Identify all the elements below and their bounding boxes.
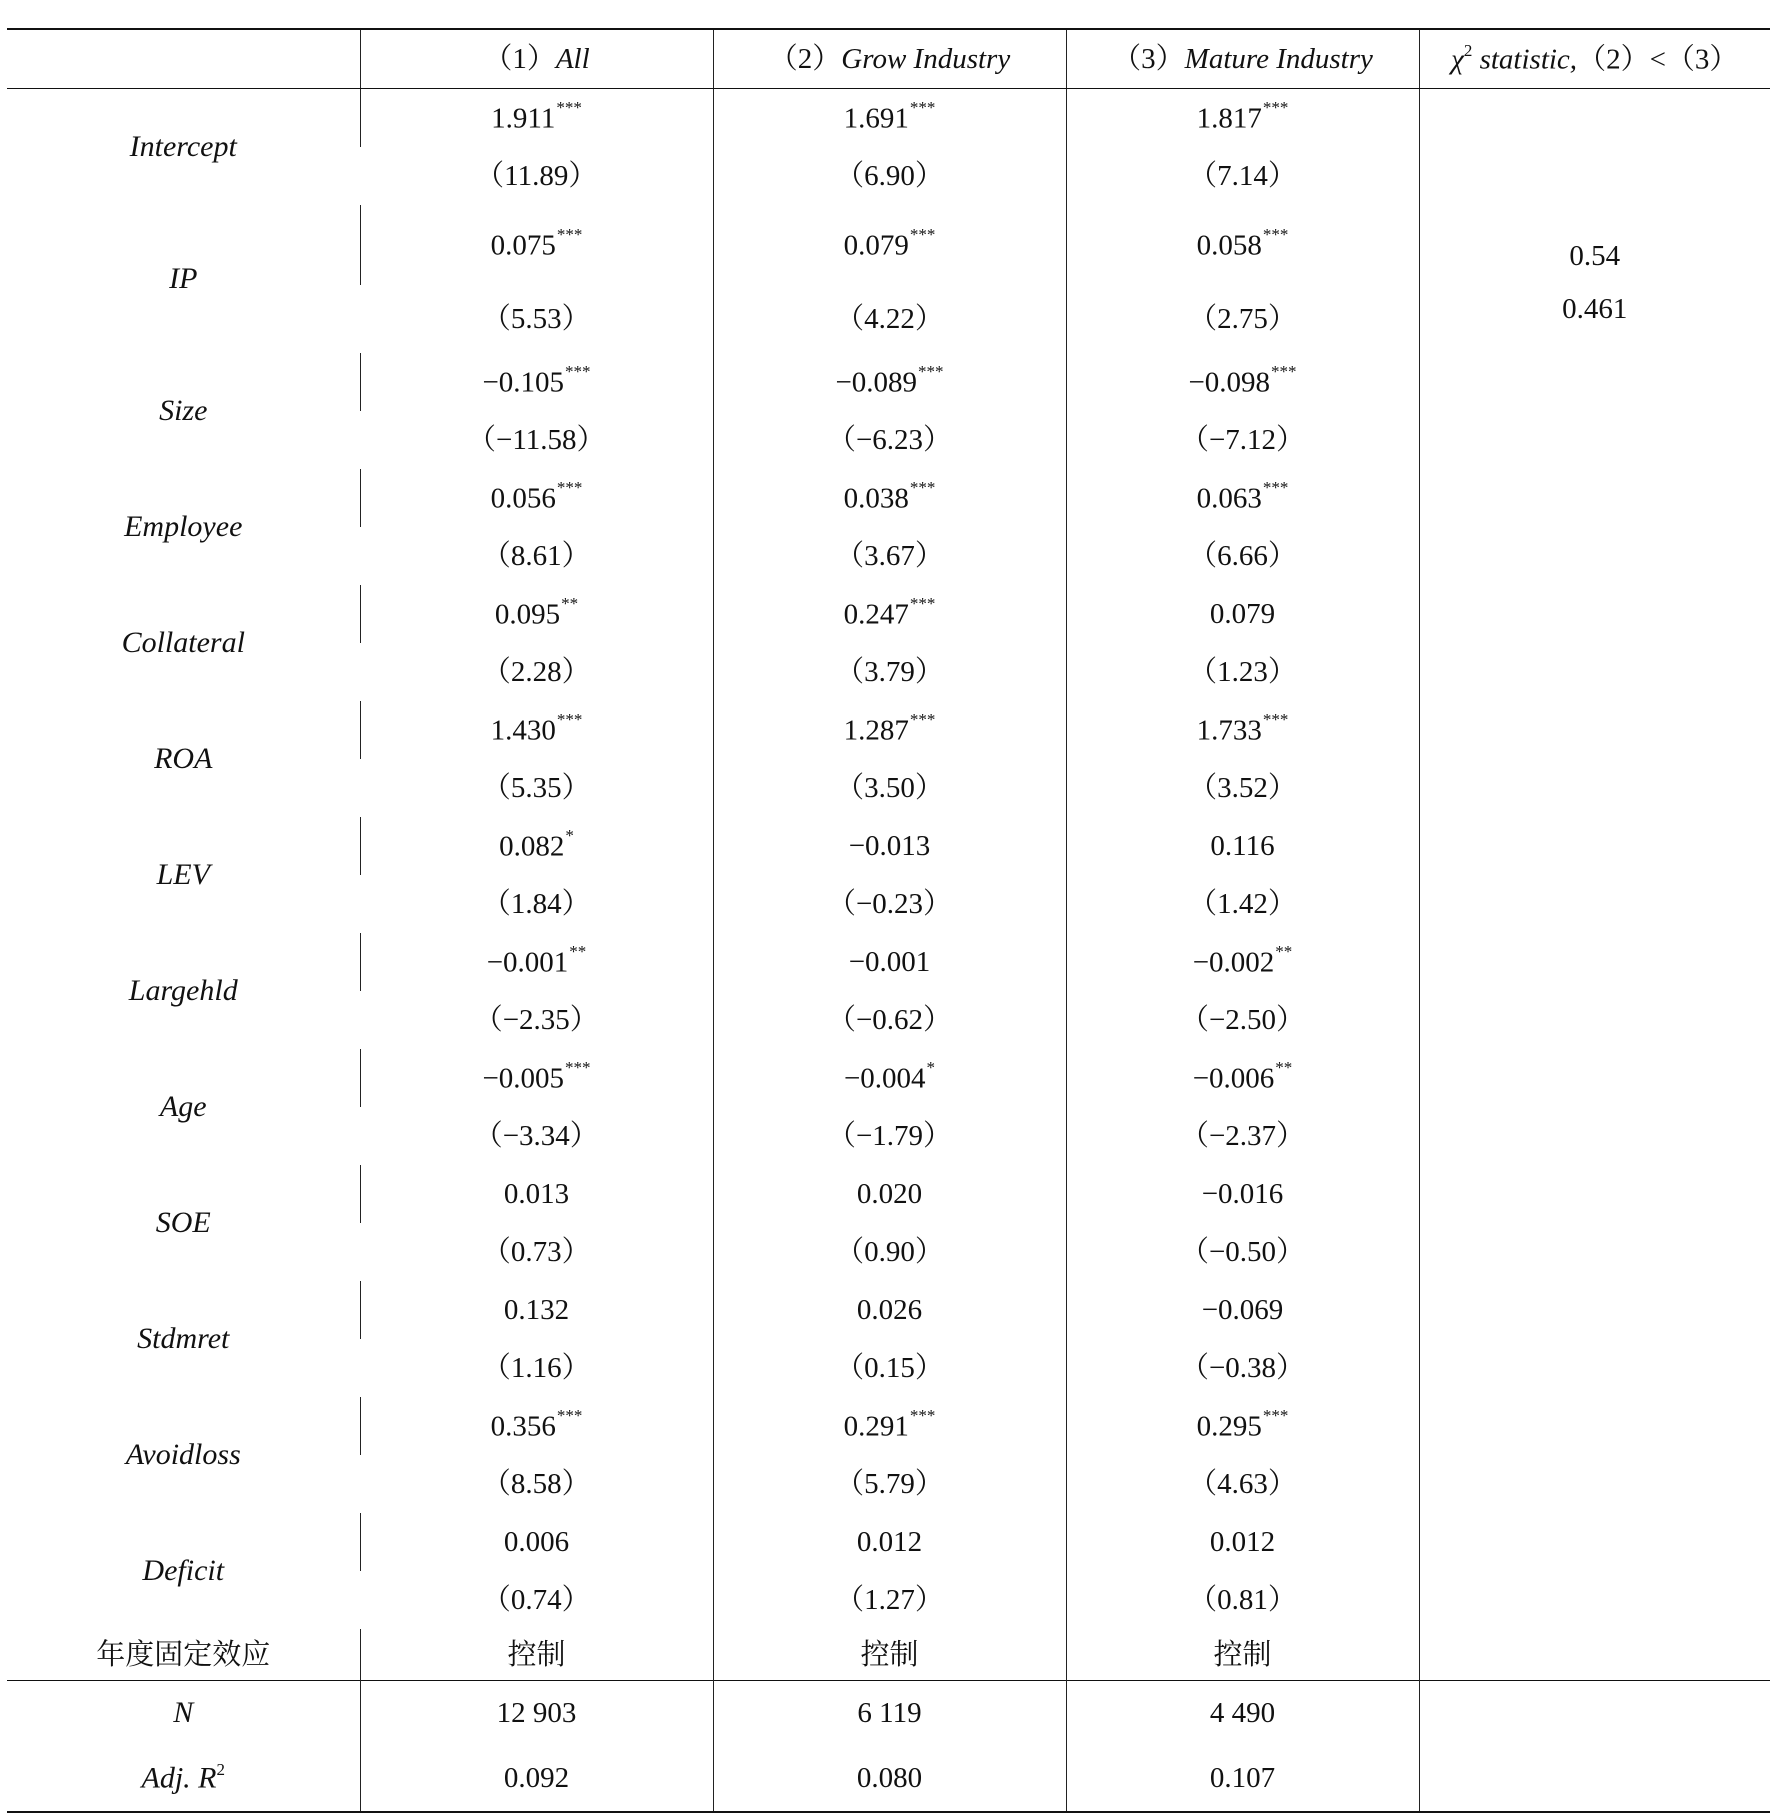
coef-cell xyxy=(1066,1165,1419,1223)
variable-label xyxy=(7,585,360,701)
coef-value: 0.063 xyxy=(1196,482,1262,515)
coef-row-lev xyxy=(7,817,1770,875)
adj-r2-value: 0.107 xyxy=(1209,1761,1276,1794)
n-text: N xyxy=(173,1696,194,1729)
tstat-cell xyxy=(360,147,713,205)
coef-value: 1.911 xyxy=(491,102,556,135)
tstat-cell xyxy=(713,411,1066,469)
significance-stars: ** xyxy=(569,941,587,961)
coef-value: 0.058 xyxy=(1196,229,1262,262)
tstat-cell xyxy=(713,875,1066,933)
tstat-cell xyxy=(1066,759,1419,817)
variable-name: Size xyxy=(159,394,208,427)
coef-cell xyxy=(1066,817,1419,875)
variable-label xyxy=(7,353,360,469)
tstat-cell xyxy=(713,1107,1066,1165)
tstat-value: （1.16） xyxy=(481,1351,591,1384)
header-row xyxy=(7,29,1770,89)
p-value-cell xyxy=(1419,147,1770,205)
coef-cell xyxy=(360,353,713,411)
n-label xyxy=(7,1681,360,1746)
adj-r2-value: 0.092 xyxy=(503,1761,570,1794)
variable-name: Employee xyxy=(124,510,243,543)
tstat-value: （5.35） xyxy=(481,771,591,804)
tstat-cell xyxy=(360,1571,713,1629)
coef-cell xyxy=(360,817,713,875)
tstat-value: （6.90） xyxy=(835,159,944,192)
chi2-cell xyxy=(1419,205,1770,285)
tstat-value: （−0.62） xyxy=(826,1003,953,1036)
tstat-cell xyxy=(1066,1107,1419,1165)
tstat-cell xyxy=(1066,411,1419,469)
tstat-cell xyxy=(360,285,713,353)
coef-value: −0.001 xyxy=(848,945,931,978)
coef-cell xyxy=(360,1397,713,1455)
tstat-cell xyxy=(360,1107,713,1165)
tstat-cell xyxy=(713,527,1066,585)
adj-r2-cell xyxy=(713,1745,1066,1812)
p-value-cell xyxy=(1419,991,1770,1049)
coef-cell xyxy=(713,1513,1066,1571)
significance-stars: * xyxy=(926,1057,936,1077)
coef-cell xyxy=(713,1397,1066,1455)
tstat-cell xyxy=(713,1339,1066,1397)
coef-value: −0.098 xyxy=(1188,366,1271,399)
coef-cell xyxy=(360,1513,713,1571)
n-value: 4 490 xyxy=(1209,1696,1276,1729)
coef-cell xyxy=(1066,1281,1419,1339)
chi2-cell xyxy=(1419,701,1770,759)
coef-cell xyxy=(360,469,713,527)
tstat-cell xyxy=(360,411,713,469)
significance-stars: *** xyxy=(1262,97,1289,117)
tstat-value: （−6.23） xyxy=(826,423,953,456)
significance-stars: *** xyxy=(556,97,582,117)
coef-cell xyxy=(1066,1513,1419,1571)
variable-name: Avoidloss xyxy=(125,1438,241,1471)
coef-value: 0.295 xyxy=(1196,1410,1262,1443)
tstat-cell xyxy=(360,527,713,585)
coef-cell xyxy=(1066,353,1419,411)
coef-row-avoidloss xyxy=(7,1397,1770,1455)
n-cell xyxy=(1066,1681,1419,1746)
coef-row-soe xyxy=(7,1165,1770,1223)
tstat-value: （−1.79） xyxy=(826,1119,953,1152)
variable-name: Collateral xyxy=(121,626,245,659)
tstat-cell xyxy=(1066,147,1419,205)
variable-name: Stdmret xyxy=(137,1322,230,1355)
coef-value: 1.817 xyxy=(1196,102,1262,135)
adj-r2-label xyxy=(7,1745,360,1812)
tstat-value: （6.66） xyxy=(1188,539,1297,572)
tstat-value: （1.42） xyxy=(1188,887,1297,920)
coef-value: 0.356 xyxy=(490,1410,556,1443)
chi2-value: 0.54 xyxy=(1569,239,1621,272)
p-value: 0.461 xyxy=(1562,293,1628,325)
coef-cell xyxy=(1066,585,1419,643)
tstat-value: （3.67） xyxy=(835,539,944,572)
coef-cell xyxy=(1066,205,1419,285)
chi2-cell xyxy=(1419,1281,1770,1339)
tstat-cell xyxy=(1066,875,1419,933)
tstat-cell xyxy=(360,1455,713,1513)
significance-stars: * xyxy=(565,825,574,845)
coef-value: 1.430 xyxy=(490,714,556,747)
coef-row-roa xyxy=(7,701,1770,759)
adj-r2-cell xyxy=(360,1745,713,1812)
coef-value: 0.026 xyxy=(856,1293,923,1326)
fixed-effects-cell xyxy=(713,1629,1066,1681)
tstat-value: （8.61） xyxy=(481,539,591,572)
tstat-value: （−0.38） xyxy=(1179,1351,1306,1384)
tstat-value: （0.15） xyxy=(835,1351,944,1384)
tstat-value: （−3.34） xyxy=(473,1119,599,1152)
coef-cell xyxy=(360,701,713,759)
tstat-value: （1.23） xyxy=(1188,655,1297,688)
coef-value: 1.733 xyxy=(1196,714,1262,747)
variable-name: IP xyxy=(169,262,198,295)
tstat-value: （3.79） xyxy=(835,655,944,688)
tstat-value: （5.53） xyxy=(481,302,591,335)
tstat-cell xyxy=(1066,1455,1419,1513)
fixed-effects-cell xyxy=(360,1629,713,1681)
tstat-value: （−2.35） xyxy=(473,1003,599,1036)
coef-value: 0.116 xyxy=(1210,829,1275,862)
coef-value: 0.012 xyxy=(1209,1525,1276,1558)
significance-stars: ** xyxy=(1275,941,1293,961)
variable-name: LEV xyxy=(156,858,210,891)
coef-value: −0.016 xyxy=(1201,1177,1284,1210)
p-value-cell xyxy=(1419,1455,1770,1513)
tstat-cell xyxy=(1066,643,1419,701)
coef-row-stdmret xyxy=(7,1281,1770,1339)
tstat-value: （0.74） xyxy=(481,1583,591,1616)
variable-label xyxy=(7,469,360,585)
tstat-value: （4.22） xyxy=(835,302,944,335)
chi2-cell xyxy=(1419,933,1770,991)
variable-label xyxy=(7,933,360,1049)
coef-row-intercept xyxy=(7,89,1770,148)
chi2-cell xyxy=(1419,585,1770,643)
tstat-value: （−0.50） xyxy=(1179,1235,1306,1268)
variable-label xyxy=(7,205,360,353)
tstat-cell xyxy=(360,643,713,701)
coef-cell xyxy=(713,1281,1066,1339)
coef-row-collateral xyxy=(7,585,1770,643)
coef-row-size xyxy=(7,353,1770,411)
tstat-value: （−11.58） xyxy=(466,423,606,456)
tstat-cell xyxy=(713,759,1066,817)
tstat-cell xyxy=(1066,1571,1419,1629)
p-value-cell xyxy=(1419,1107,1770,1165)
header-col-grow: （2）Grow Industry xyxy=(713,29,1066,89)
tstat-cell xyxy=(713,147,1066,205)
significance-stars: *** xyxy=(1262,477,1289,497)
significance-stars: *** xyxy=(909,593,936,613)
chi2-cell xyxy=(1419,817,1770,875)
adj-r2-exponent: 2 xyxy=(216,1759,225,1779)
coef-row-age xyxy=(7,1049,1770,1107)
significance-stars: *** xyxy=(556,1405,583,1425)
significance-stars: *** xyxy=(556,224,583,244)
coef-cell xyxy=(713,469,1066,527)
significance-stars: *** xyxy=(1262,224,1289,244)
coef-value: 1.287 xyxy=(843,714,909,747)
coef-cell xyxy=(713,89,1066,148)
variable-name: ROA xyxy=(154,742,213,775)
coef-cell xyxy=(713,205,1066,285)
variable-label xyxy=(7,817,360,933)
coef-cell xyxy=(1066,1049,1419,1107)
coef-cell xyxy=(1066,469,1419,527)
tstat-cell xyxy=(713,285,1066,353)
chi2-cell xyxy=(1419,353,1770,411)
variable-label xyxy=(7,89,360,206)
variable-label xyxy=(7,1397,360,1513)
coef-value: 0.013 xyxy=(503,1177,570,1210)
coef-value: 0.006 xyxy=(503,1525,570,1558)
n-cell xyxy=(713,1681,1066,1746)
coef-value: −0.001 xyxy=(486,946,569,979)
header-col-chi2: $\chi^2$ statistic,（2）<（3） xyxy=(1419,29,1770,89)
variable-label xyxy=(7,701,360,817)
n-row xyxy=(7,1681,1770,1746)
tstat-value: （−2.37） xyxy=(1179,1119,1306,1152)
tstat-cell xyxy=(713,643,1066,701)
significance-stars: *** xyxy=(556,477,583,497)
tstat-cell xyxy=(1066,527,1419,585)
coef-value: 0.132 xyxy=(503,1293,570,1326)
coef-value: −0.105 xyxy=(482,366,565,399)
significance-stars: ** xyxy=(561,593,579,613)
coef-cell xyxy=(713,933,1066,991)
variable-label xyxy=(7,1281,360,1397)
coef-value: 0.056 xyxy=(490,482,556,515)
coef-value: 0.079 xyxy=(843,229,909,262)
chi2-cell xyxy=(1419,1049,1770,1107)
n-cell xyxy=(360,1681,713,1746)
tstat-value: （−0.23） xyxy=(826,887,953,920)
tstat-value: （1.27） xyxy=(835,1583,944,1616)
significance-stars: ** xyxy=(1275,1057,1293,1077)
p-value-cell xyxy=(1419,759,1770,817)
coef-row-deficit xyxy=(7,1513,1770,1571)
tstat-cell xyxy=(1066,1339,1419,1397)
significance-stars: *** xyxy=(565,1057,591,1077)
adj-r2-value: 0.080 xyxy=(856,1761,923,1794)
tstat-cell xyxy=(360,875,713,933)
variable-name: Intercept xyxy=(129,130,237,163)
coef-value: −0.089 xyxy=(835,366,918,399)
coef-value: 0.038 xyxy=(843,482,909,515)
tstat-cell xyxy=(713,991,1066,1049)
p-value-cell xyxy=(1419,527,1770,585)
coef-cell xyxy=(1066,933,1419,991)
coef-value: −0.013 xyxy=(848,829,931,862)
fixed-effects-value: 控制 xyxy=(1213,1636,1272,1671)
tstat-cell xyxy=(1066,285,1419,353)
tstat-value: （0.81） xyxy=(1188,1583,1297,1616)
coef-value: 0.291 xyxy=(843,1410,909,1443)
adj-r2-text: Adj. R xyxy=(141,1761,217,1795)
adj-r2-blank xyxy=(1419,1745,1770,1812)
n-value: 6 119 xyxy=(857,1696,922,1729)
coef-cell xyxy=(713,817,1066,875)
coef-cell xyxy=(360,1165,713,1223)
significance-stars: *** xyxy=(1262,709,1289,729)
coef-value: 0.020 xyxy=(856,1177,923,1210)
coef-value: −0.069 xyxy=(1201,1293,1284,1326)
p-value-cell xyxy=(1419,411,1770,469)
significance-stars: *** xyxy=(1262,1405,1289,1425)
coef-value: 0.247 xyxy=(843,598,909,631)
coef-row-employee xyxy=(7,469,1770,527)
tstat-cell xyxy=(360,759,713,817)
tstat-value: （4.63） xyxy=(1188,1467,1297,1500)
fixed-effects-label xyxy=(7,1629,360,1681)
variable-name: Largehld xyxy=(128,974,238,1007)
coef-cell xyxy=(1066,701,1419,759)
tstat-cell xyxy=(713,1571,1066,1629)
coef-cell xyxy=(360,585,713,643)
significance-stars: *** xyxy=(1271,361,1297,381)
coef-cell xyxy=(713,1049,1066,1107)
coef-cell xyxy=(360,1049,713,1107)
coef-value: −0.004 xyxy=(843,1062,926,1095)
p-value-cell xyxy=(1419,285,1770,353)
tstat-value: （11.89） xyxy=(475,159,598,192)
adj-r2-cell xyxy=(1066,1745,1419,1812)
coef-cell xyxy=(1066,89,1419,148)
chi2-cell xyxy=(1419,469,1770,527)
coef-cell xyxy=(713,1165,1066,1223)
tstat-cell xyxy=(1066,1223,1419,1281)
fixed-effects-cell xyxy=(1066,1629,1419,1681)
coef-value: 0.012 xyxy=(856,1525,923,1558)
n-blank xyxy=(1419,1681,1770,1746)
coef-value: 0.095 xyxy=(494,598,561,631)
chi2-cell xyxy=(1419,1165,1770,1223)
tstat-cell xyxy=(360,1223,713,1281)
coef-cell xyxy=(360,933,713,991)
coef-row-largehld xyxy=(7,933,1770,991)
tstat-value: （8.58） xyxy=(481,1467,591,1500)
p-value-cell xyxy=(1419,875,1770,933)
fixed-effects-text: 年度固定效应 xyxy=(96,1636,271,1671)
fixed-effects-row xyxy=(7,1629,1770,1681)
coef-value: 0.079 xyxy=(1209,597,1276,630)
tstat-value: （7.14） xyxy=(1188,159,1297,192)
p-value-cell xyxy=(1419,643,1770,701)
coef-cell xyxy=(713,353,1066,411)
coef-cell xyxy=(1066,1397,1419,1455)
tstat-value: （0.73） xyxy=(481,1235,591,1268)
coef-cell xyxy=(360,89,713,148)
variable-label xyxy=(7,1049,360,1165)
adj-r2-row xyxy=(7,1745,1770,1812)
significance-stars: *** xyxy=(918,361,944,381)
n-value: 12 903 xyxy=(496,1696,577,1729)
coef-value: −0.006 xyxy=(1192,1062,1275,1095)
tstat-cell xyxy=(1066,991,1419,1049)
significance-stars: *** xyxy=(565,361,591,381)
coef-cell xyxy=(713,701,1066,759)
variable-name: SOE xyxy=(155,1206,211,1239)
fixed-effects-value: 控制 xyxy=(860,1636,919,1671)
variable-label xyxy=(7,1513,360,1629)
tstat-cell xyxy=(360,991,713,1049)
p-value-cell xyxy=(1419,1339,1770,1397)
significance-stars: *** xyxy=(909,1405,936,1425)
tstat-value: （1.84） xyxy=(481,887,591,920)
variable-name: Age xyxy=(159,1090,207,1123)
significance-stars: *** xyxy=(556,709,583,729)
coef-value: 0.082 xyxy=(499,830,565,863)
tstat-value: （0.90） xyxy=(835,1235,944,1268)
coef-cell xyxy=(360,205,713,285)
variable-name: Deficit xyxy=(142,1554,225,1587)
coef-value: −0.005 xyxy=(482,1062,565,1095)
coef-cell xyxy=(713,585,1066,643)
tstat-value: （2.28） xyxy=(481,655,591,688)
p-value-cell xyxy=(1419,1571,1770,1629)
coef-row-ip xyxy=(7,205,1770,285)
tstat-cell xyxy=(713,1223,1066,1281)
tstat-value: （2.75） xyxy=(1188,302,1297,335)
header-col-all: （1）All xyxy=(360,29,713,89)
tstat-value: （−7.12） xyxy=(1179,423,1306,456)
significance-stars: *** xyxy=(909,97,936,117)
tstat-value: （3.50） xyxy=(835,771,944,804)
chi2-cell xyxy=(1419,1513,1770,1571)
p-value-cell xyxy=(1419,1223,1770,1281)
coef-value: −0.002 xyxy=(1192,946,1275,979)
chi2-cell xyxy=(1419,89,1770,148)
significance-stars: *** xyxy=(909,709,936,729)
fixed-effects-blank xyxy=(1419,1629,1770,1681)
chi2-cell xyxy=(1419,1397,1770,1455)
tstat-value: （3.52） xyxy=(1188,771,1297,804)
fixed-effects-value: 控制 xyxy=(507,1636,566,1671)
header-blank xyxy=(7,29,360,89)
coef-cell xyxy=(360,1281,713,1339)
coef-value: 0.075 xyxy=(490,229,556,262)
tstat-value: （−2.50） xyxy=(1179,1003,1306,1036)
header-col-mature: （3）Mature Industry xyxy=(1066,29,1419,89)
regression-table xyxy=(7,28,1770,1813)
variable-label xyxy=(7,1165,360,1281)
significance-stars: *** xyxy=(909,477,936,497)
tstat-cell xyxy=(713,1455,1066,1513)
significance-stars: *** xyxy=(909,224,936,244)
tstat-cell xyxy=(360,1339,713,1397)
tstat-value: （5.79） xyxy=(835,1467,944,1500)
coef-value: 1.691 xyxy=(843,102,909,135)
